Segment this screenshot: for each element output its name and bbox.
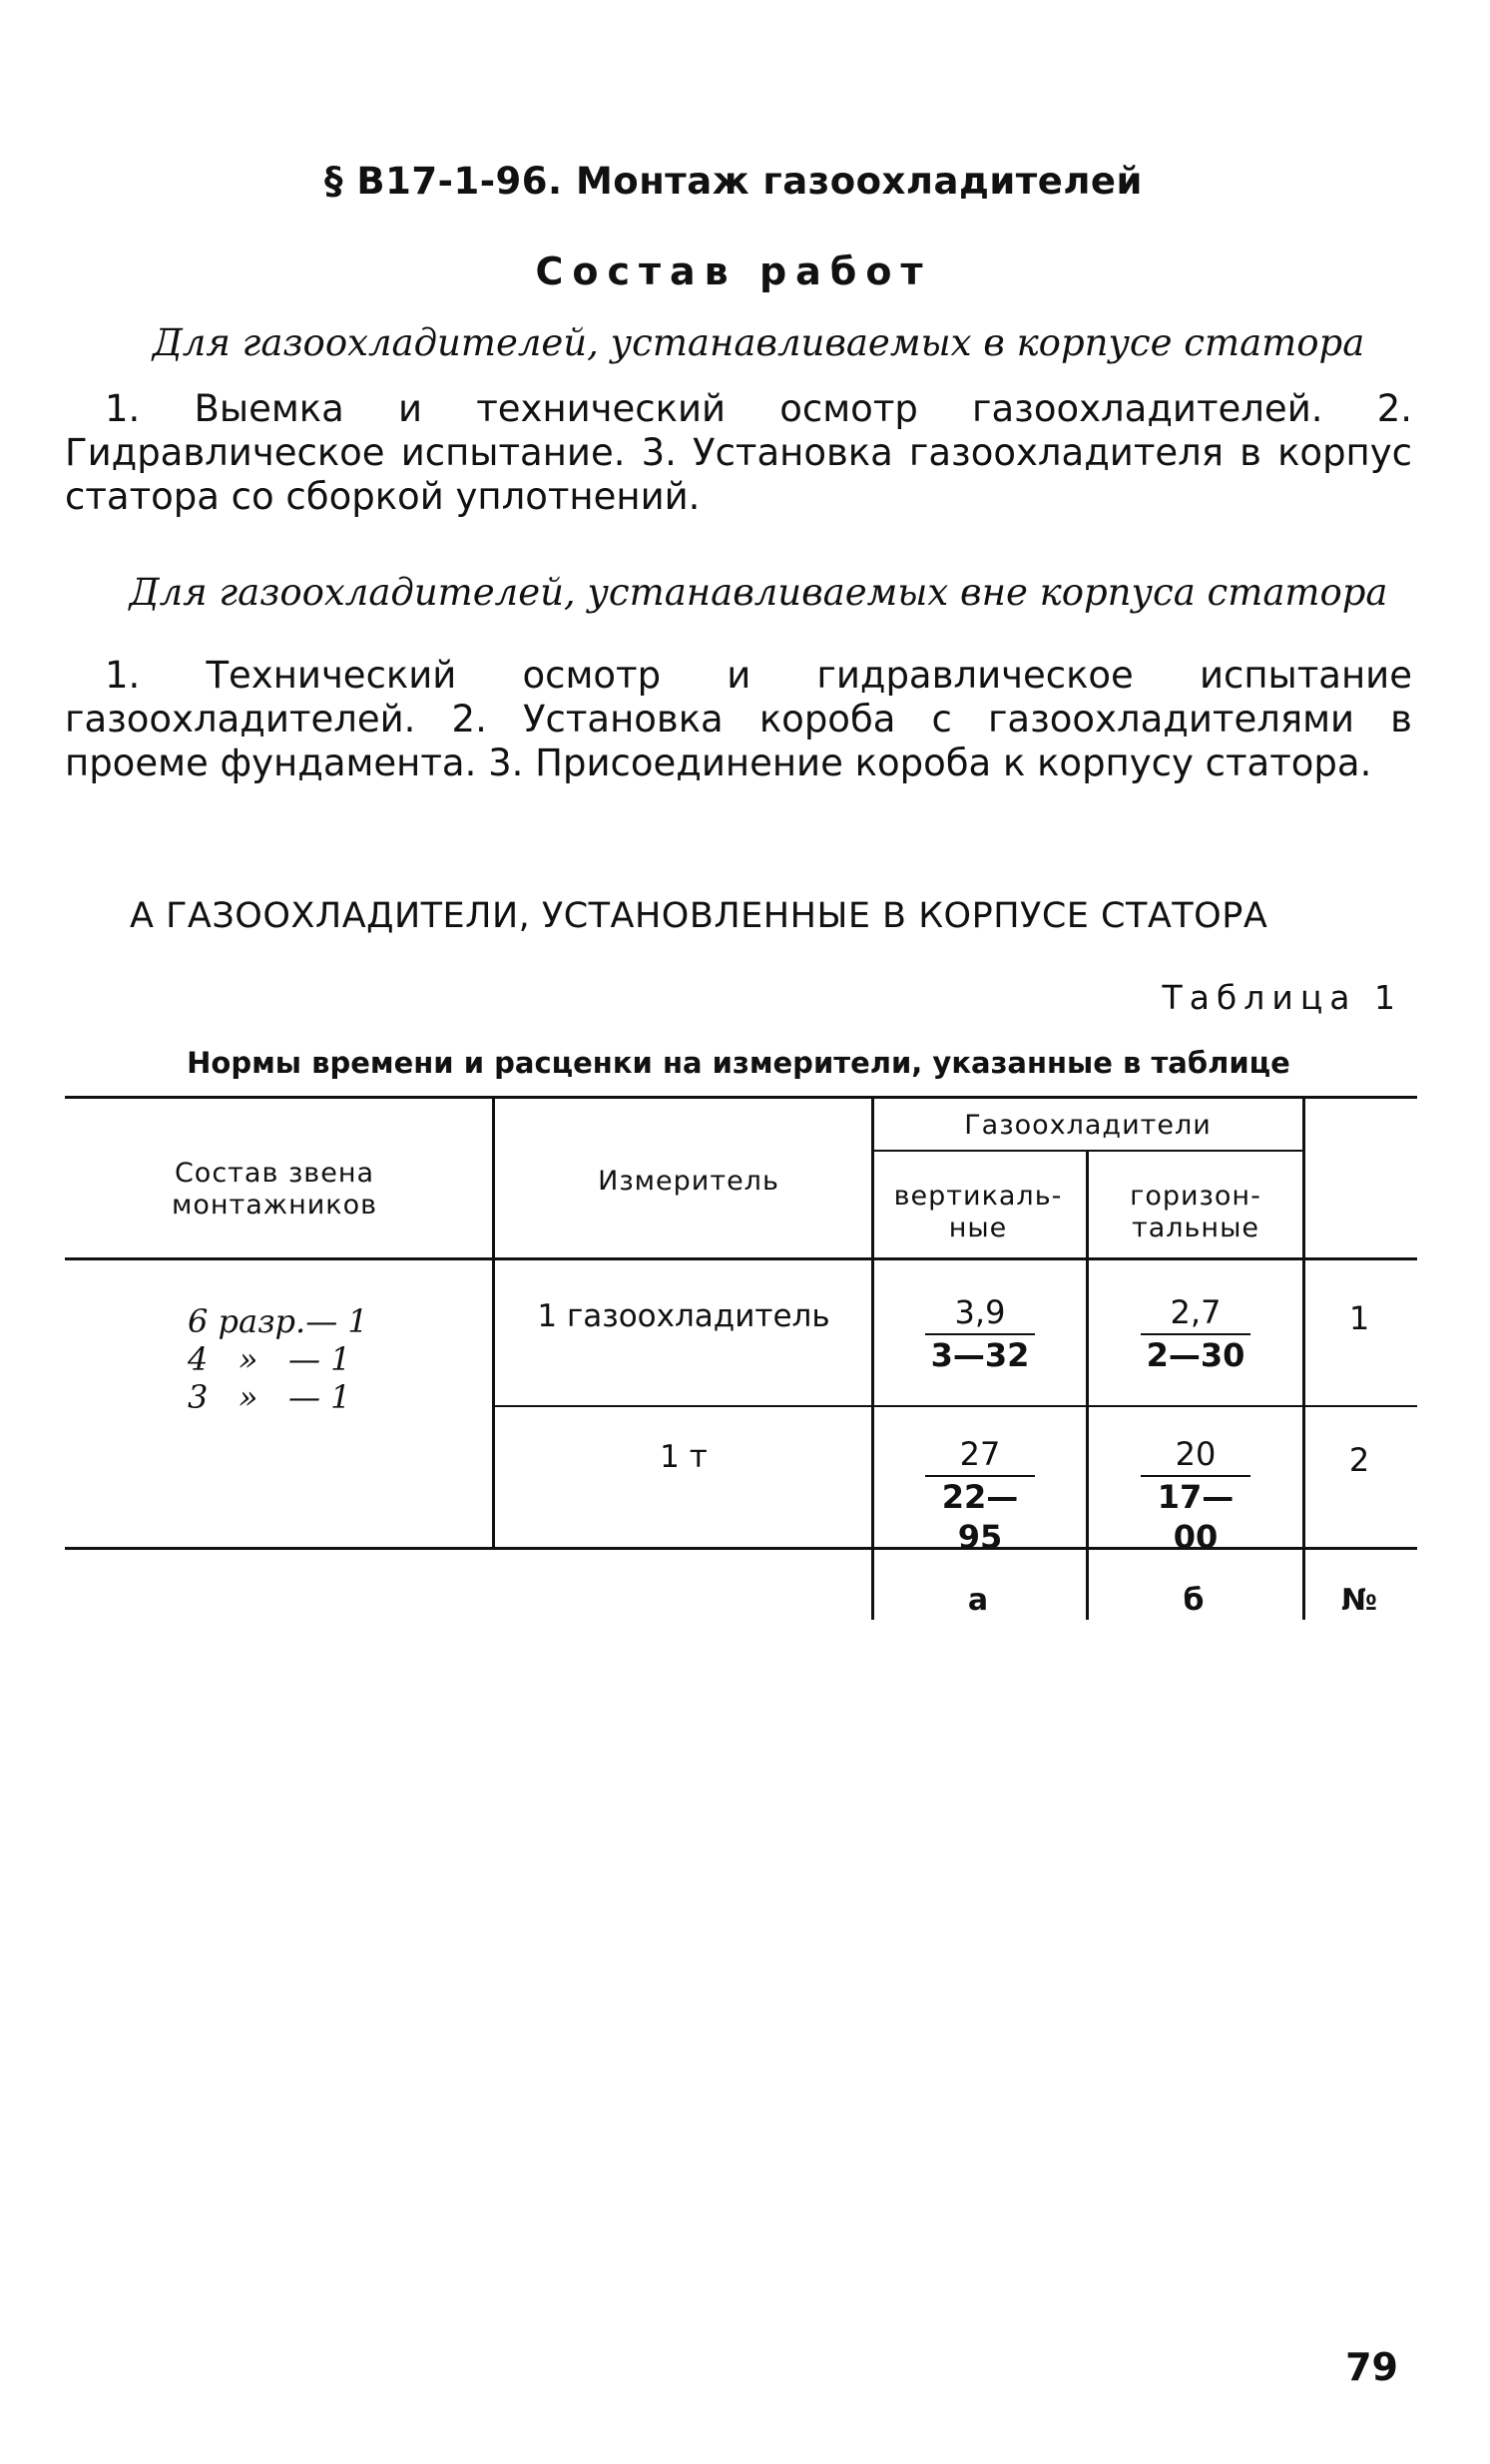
header-unit: Измеритель xyxy=(598,1166,779,1197)
header-group: Газоохладители xyxy=(964,1110,1212,1141)
row-2-col-b-value xyxy=(1136,1435,1255,1557)
row-2-col-a-value xyxy=(920,1435,1040,1557)
row-2-col-b-price: 17—00 xyxy=(1157,1478,1235,1556)
row-1-number: 1 xyxy=(1348,1299,1370,1337)
crew-composition: 6 разр.— 1 4 » — 1 3 » — 1 xyxy=(188,1302,368,1416)
row-1-col-b-norm: 2,7 xyxy=(1170,1293,1222,1331)
col-divider-a xyxy=(871,1096,874,1620)
row-1-col-a-norm: 3,9 xyxy=(954,1293,1006,1331)
row-1-col-a-price: 3—32 xyxy=(930,1336,1030,1374)
row-divider xyxy=(492,1405,1417,1407)
row-2-col-b-norm: 20 xyxy=(1175,1435,1217,1473)
variant-inside-subtitle: Для газоохладителей, устанавливаемых в корпусе статора xyxy=(152,321,1365,364)
table-label: Таблица 1 xyxy=(1162,978,1402,1017)
row-1-col-b-value xyxy=(1136,1293,1255,1375)
row-2-number: 2 xyxy=(1348,1441,1370,1479)
row-1-col-a-value xyxy=(920,1293,1040,1375)
row-1-col-b-price: 2—30 xyxy=(1146,1336,1245,1374)
footer-col-num: № xyxy=(1340,1583,1378,1618)
header-col-b: горизон-тальные xyxy=(1130,1181,1261,1243)
section-title: § В17-1-96. Монтаж газоохладителей xyxy=(324,160,1143,203)
variant-inside-text: 1. Выемка и технический осмотр газоохладителей. 2. Гидравлическое испытание. 3. Установка газоохладителя в корпус статора со сборкой уплотнений. xyxy=(65,387,1412,518)
header-crew: Состав звена монтажников xyxy=(171,1158,378,1221)
footer-col-b: б xyxy=(1183,1583,1205,1618)
variant-outside-text: 1. Технический осмотр и гидравлическое испытание газоохладителей. 2. Установка короба с газоохладителями в проеме фундамента. 3. Присоединение короба к корпусу статора. xyxy=(65,654,1412,784)
col-divider-num xyxy=(1302,1096,1305,1620)
row-1-unit: 1 газоохладитель xyxy=(537,1298,830,1334)
table-top-rule xyxy=(65,1096,1417,1099)
header-bottom-rule xyxy=(65,1257,1417,1260)
footer-col-a: а xyxy=(967,1583,989,1618)
variant-outside-subtitle: Для газоохладителей, устанавливаемых вне корпуса статора xyxy=(129,571,1388,614)
table-caption: Нормы времени и расценки на измерители, указанные в таблице xyxy=(187,1046,1290,1080)
part-title: А ГАЗООХЛАДИТЕЛИ, УСТАНОВЛЕННЫЕ В КОРПУСЕ СТАТОРА xyxy=(130,896,1268,936)
row-2-col-a-norm: 27 xyxy=(959,1435,1001,1473)
col-divider-b xyxy=(1086,1150,1089,1620)
page-number: 79 xyxy=(1345,2345,1398,2389)
col-divider-unit xyxy=(492,1096,495,1548)
row-2-unit: 1 т xyxy=(660,1439,708,1475)
work-composition-title: Состав работ xyxy=(535,249,932,293)
header-col-a: вертикаль-ные xyxy=(893,1181,1063,1243)
row-2-col-a-price: 22—95 xyxy=(941,1478,1019,1556)
